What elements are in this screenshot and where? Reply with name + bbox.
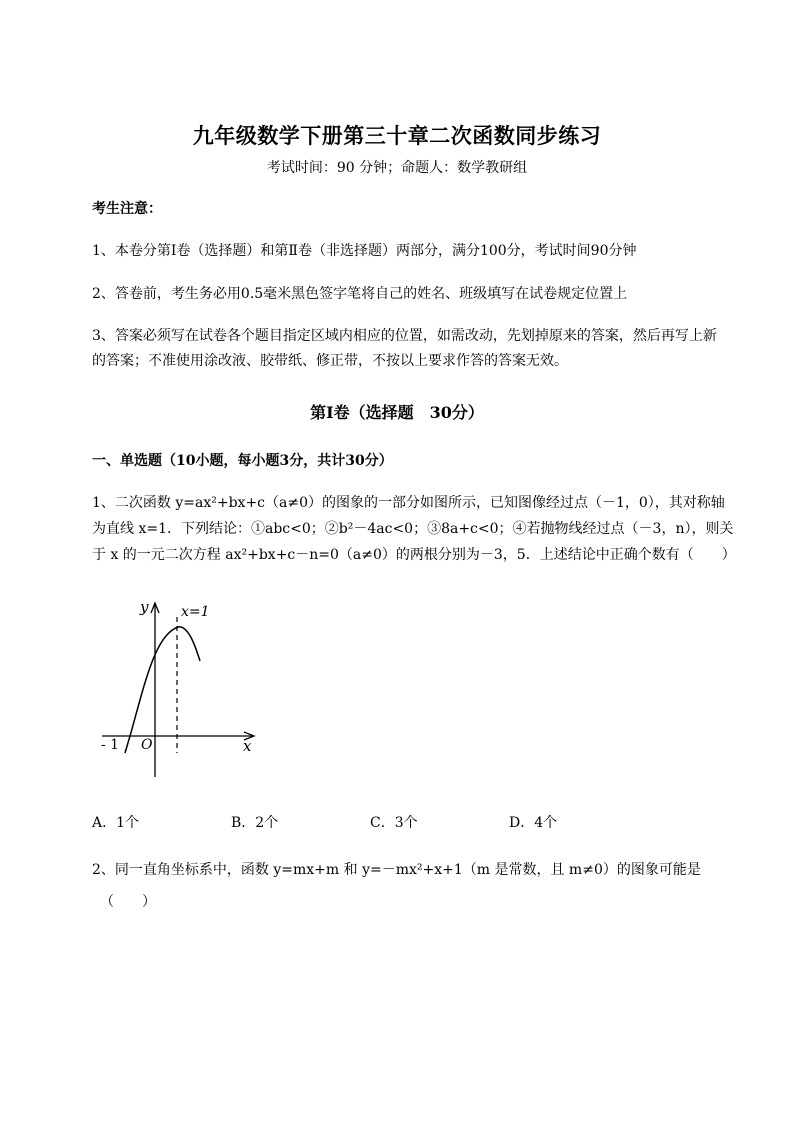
question-2-line-2: （ ） [100,894,156,910]
notice-item-3: 3、答案必须写在试卷各个题目指定区域内相应的位置，如需改动，先划掉原来的答案，然后再写上新 [92,328,717,344]
symmetry-axis-label: x=1 [181,604,210,620]
parabola-curve [125,627,200,753]
option-d: D．4个 [509,815,558,831]
x-axis-label: x [243,737,252,755]
question-1-line-1: 1、二次函数 y=ax²+bx+c（a≠0）的图象的一部分如图所示，已知图像经过点（－1，0），其对称轴 [92,495,725,511]
option-a: A．1个 [92,815,140,831]
question-1-line-3: 于 x 的一元二次方程 ax²+bx+c－n=0（a≠0）的两根分别为－3，5．上述结论中正确个数有（ ） [92,547,736,563]
root-label: - 1 [101,737,120,753]
origin-label: O [141,737,153,753]
option-b: B．2个 [231,815,279,831]
y-axis-label: y [140,598,149,616]
notice-heading: 考生注意： [92,201,162,217]
exam-info: 考试时间：90 分钟；命题人：数学教研组 [266,160,528,176]
question-2-line-1: 2、同一直角坐标系中，函数 y=mx+m 和 y=－mx²+x+1（m 是常数，且 m≠0）的图象可能是 [92,862,701,878]
section-title: 第Ⅰ卷（选择题 30分） [310,403,484,422]
part-heading: 一、单选题（10小题，每小题3分，共计30分） [92,453,393,469]
question-1-line-2: 为直线 x=1．下列结论：①abc<0；②b²－4ac<0；③8a+c<0；④若抛物线经过点（－3，n），则关 [92,521,734,537]
notice-item-2: 2、答卷前，考生务必用0.5毫米黑色签字笔将自己的姓名、班级填写在试卷规定位置上 [92,286,628,302]
notice-item-3-cont: 的答案；不准使用涂改液、胶带纸、修正带，不按以上要求作答的答案无效。 [92,353,568,369]
page-title: 九年级数学下册第三十章二次函数同步练习 [192,123,602,148]
option-c: C．3个 [370,815,418,831]
parabola-graph [90,595,265,785]
notice-item-1: 1、本卷分第Ⅰ卷（选择题）和第Ⅱ卷（非选择题）两部分，满分100分，考试时间90分钟 [92,243,637,259]
